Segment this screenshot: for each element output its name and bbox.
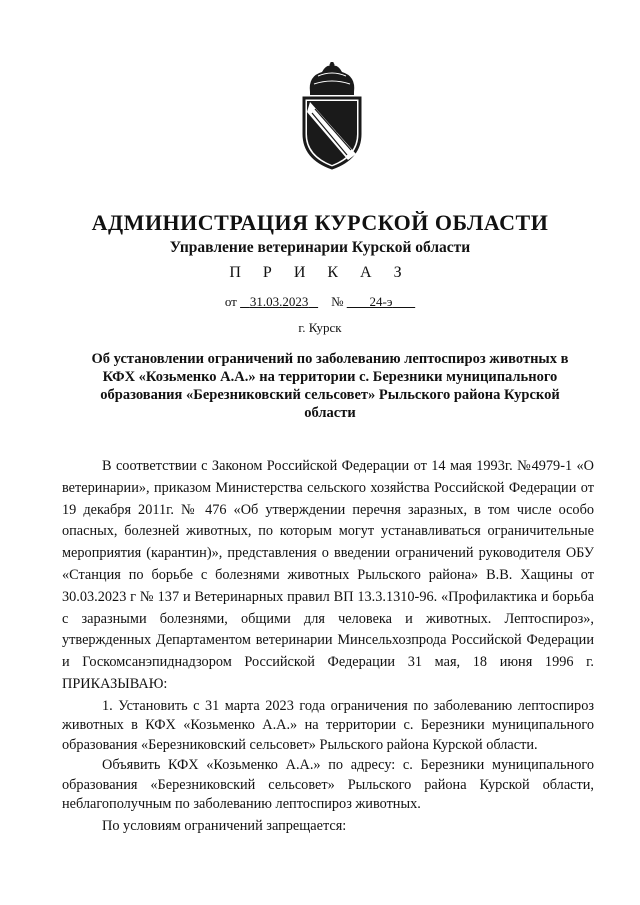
order-body — [62, 456, 594, 838]
body-paragraph-4: По условиям ограничений запрещается: — [102, 817, 347, 834]
organization-title: АДМИНИСТРАЦИЯ КУРСКОЙ ОБЛАСТИ — [91, 210, 549, 235]
number-underline — [347, 294, 415, 309]
coat-of-arms-emblem — [296, 62, 368, 172]
order-date: 31.03.2023 — [249, 294, 309, 309]
department-name: Управление ветеринарии Курской области — [169, 239, 471, 256]
date-number-line — [0, 294, 640, 310]
date-underline — [240, 294, 318, 309]
body-paragraph-1: В соответствии с Законом Российской Федерации от 14 мая 1993г. №4979-1 «О ветеринарии», приказом Министерства сельского хозяйства Российской Федерации от 19 декабря 2011г. № 476 «Об утверждении перечня заразных, в том числе особо опасных, болезней животных, по которым могут устанавливаться ограничительные мероприятия (карантин)», представления о введении ограничений руководителя ОБУ «Станция по борьбе с болезнями животных Рыльского района» В.В. Хащины от 30.03.2023 г № 137 и Ветеринарных правил ВП 13.3.1310-96. «Профилактика и борьба с заразными болезнями, общими для человека и животных. Лептоспироз», утвержденных Департаментом ветеринарии Минсельхозпрода Российской Федерации и Госкомсанэпиднадзором Российской Федерации 31 мая, 18 июня 1996 г. ПРИКАЗЫВАЮ: — [62, 458, 594, 692]
order-number: 24-э — [369, 294, 393, 309]
number-prefix: № — [331, 294, 344, 309]
document-type: П Р И К А З — [229, 264, 411, 281]
date-prefix: от — [224, 294, 237, 309]
city: г. Курск — [298, 320, 342, 335]
order-subject: Об установлении ограничений по заболеванию лептоспироз животных в КФХ «Козьменко А.А.» на территории с. Березники муниципального образования «Березниковский сельсовет» Рыльского района Курской области — [91, 351, 569, 421]
body-paragraph-2: 1. Установить с 31 марта 2023 года ограничения по заболеванию лептоспироз животных в КФХ «Козьменко А.А.» на территории с. Березники муниципального образования «Березниковский сельсовет» Рыльского района Курской области. — [62, 697, 594, 753]
body-paragraph-3: Объявить КФХ «Козьменко А.А.» по адресу: с. Березники муниципального образования «Березниковский сельсовет» Рыльского района Курской области, неблагополучным по заболеванию лептоспироз животных. — [62, 757, 594, 813]
